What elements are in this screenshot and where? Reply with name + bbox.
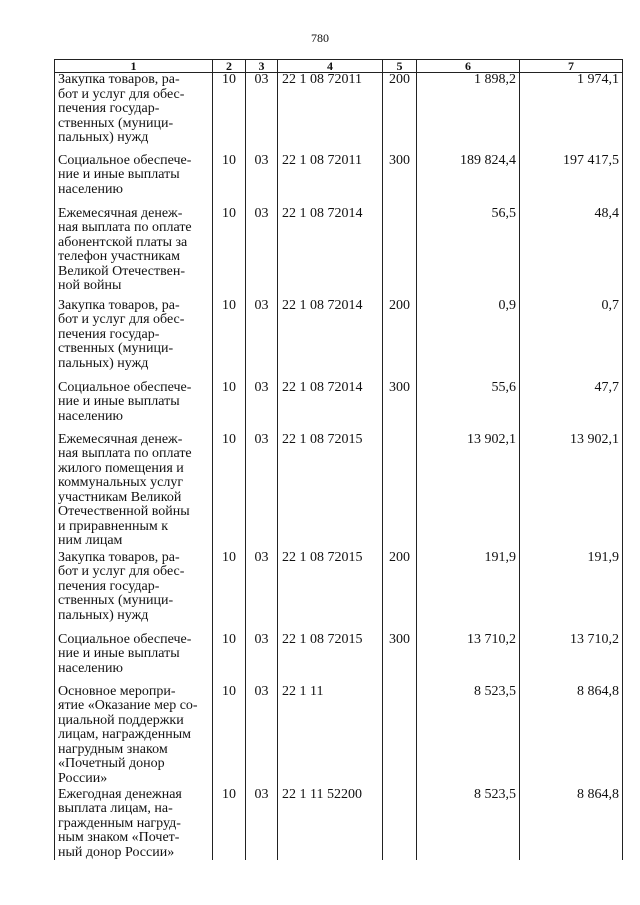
row-name-cell: [55, 381, 213, 433]
row-section-cell: [213, 433, 246, 551]
row-target-article-cell: [278, 154, 383, 207]
row-section-text: 10: [222, 786, 236, 802]
row-name-cell: [55, 788, 213, 861]
table-row: [55, 633, 623, 685]
row-amount-year2-cell: [520, 633, 623, 685]
budget-table: [54, 59, 623, 860]
row-name-text: Ежегодная денежная выплата лицам, на- гражденным нагруд- ным знаком «Почет- ный донор России»: [58, 786, 182, 860]
row-section-text: 10: [222, 631, 236, 647]
row-amount-year1-cell: [417, 551, 520, 633]
column-header: 6: [417, 60, 520, 73]
row-amount-year1-text: 13 710,2: [467, 631, 516, 647]
row-expense-type-cell: [383, 433, 417, 551]
row-target-article-text: 22 1 08 72011: [282, 72, 362, 87]
row-section-cell: [213, 633, 246, 685]
row-subsection-cell: [246, 685, 278, 788]
row-target-article-text: 22 1 08 72014: [282, 205, 363, 221]
row-name-cell: [55, 633, 213, 685]
row-subsection-cell: [246, 381, 278, 433]
column-header: 3: [246, 60, 278, 73]
row-target-article-text: 22 1 08 72015: [282, 431, 363, 447]
row-target-article-text: 22 1 11: [282, 683, 324, 699]
row-amount-year1-cell: [417, 633, 520, 685]
row-subsection-text: 03: [254, 683, 269, 699]
row-section-cell: [213, 788, 246, 861]
row-amount-year2-cell: [520, 788, 623, 861]
row-amount-year2-text: 191,9: [587, 549, 619, 565]
table-header-row: [55, 60, 623, 73]
row-amount-year1-cell: [417, 73, 520, 154]
row-section-cell: [213, 299, 246, 381]
row-section-cell: [213, 551, 246, 633]
row-target-article-text: 22 1 11 52200: [282, 786, 362, 802]
table-row: [55, 788, 623, 861]
row-section-text: 10: [222, 205, 236, 221]
row-amount-year2-cell: [520, 551, 623, 633]
row-subsection-cell: [246, 154, 278, 207]
row-name-text: Основное меропри- ятие «Оказание мер со- циальной поддержки лицам, награжденным нагрудным знаком «Почетный донор России»: [58, 683, 198, 786]
row-name-cell: [55, 551, 213, 633]
row-subsection-text: 03: [254, 72, 269, 87]
row-expense-type-cell: [383, 788, 417, 861]
table-row: [55, 154, 623, 207]
row-target-article-cell: [278, 207, 383, 299]
row-amount-year2-cell: [520, 685, 623, 788]
row-expense-type-cell: [383, 299, 417, 381]
row-subsection-cell: [246, 788, 278, 861]
column-header: 7: [520, 60, 623, 73]
row-target-article-cell: [278, 299, 383, 381]
row-expense-type-cell: [383, 551, 417, 633]
table-row: [55, 73, 623, 154]
table-row: [55, 207, 623, 299]
row-expense-type-cell: [383, 73, 417, 154]
row-expense-type-cell: [383, 685, 417, 788]
row-amount-year1-cell: [417, 788, 520, 861]
row-expense-type-cell: [383, 633, 417, 685]
row-amount-year1-cell: [417, 154, 520, 207]
row-target-article-cell: [278, 685, 383, 788]
row-target-article-cell: [278, 788, 383, 861]
row-name-text: Закупка товаров, ра- бот и услуг для обес- печения государ- ственных (муници- пальных) нужд: [58, 297, 185, 371]
row-name-cell: [55, 207, 213, 299]
row-subsection-cell: [246, 299, 278, 381]
row-amount-year2-text: 48,4: [594, 205, 619, 221]
row-target-article-text: 22 1 08 72014: [282, 297, 363, 313]
row-section-cell: [213, 207, 246, 299]
table-row: [55, 381, 623, 433]
row-amount-year1-cell: [417, 207, 520, 299]
row-section-text: 10: [222, 549, 236, 565]
row-target-article-cell: [278, 73, 383, 154]
row-expense-type-text: 200: [389, 297, 410, 313]
row-subsection-cell: [246, 433, 278, 551]
row-expense-type-text: 300: [389, 631, 410, 647]
row-name-text: Социальное обеспече- ние и иные выплаты населению: [58, 379, 192, 424]
row-amount-year2-text: 8 864,8: [577, 786, 619, 802]
table-row: [55, 685, 623, 788]
row-target-article-cell: [278, 551, 383, 633]
table-row: [55, 299, 623, 381]
row-amount-year1-cell: [417, 381, 520, 433]
row-subsection-text: 03: [254, 152, 269, 168]
row-expense-type-text: 300: [389, 379, 410, 395]
row-amount-year2-cell: [520, 154, 623, 207]
row-section-cell: [213, 154, 246, 207]
row-section-text: 10: [222, 72, 236, 87]
row-target-article-text: 22 1 08 72014: [282, 379, 363, 395]
row-target-article-cell: [278, 633, 383, 685]
row-target-article-text: 22 1 08 72015: [282, 549, 363, 565]
row-name-cell: [55, 433, 213, 551]
row-name-text: Социальное обеспече- ние и иные выплаты населению: [58, 631, 192, 676]
row-amount-year2-cell: [520, 433, 623, 551]
row-amount-year2-cell: [520, 299, 623, 381]
row-amount-year2-text: 47,7: [594, 379, 619, 395]
row-name-text: Социальное обеспече- ние и иные выплаты населению: [58, 152, 192, 197]
row-subsection-text: 03: [254, 786, 269, 802]
row-amount-year1-text: 191,9: [484, 549, 516, 565]
row-amount-year2-cell: [520, 381, 623, 433]
row-amount-year2-cell: [520, 73, 623, 154]
row-section-cell: [213, 381, 246, 433]
row-expense-type-cell: [383, 381, 417, 433]
row-amount-year2-cell: [520, 207, 623, 299]
row-expense-type-cell: [383, 207, 417, 299]
row-amount-year2-text: 8 864,8: [577, 683, 619, 699]
row-name-text: Ежемесячная денеж- ная выплата по оплате абонентской платы за телефон участникам Великой Отечествен- ной войны: [58, 205, 192, 293]
column-header: 4: [278, 60, 383, 73]
table-row: [55, 551, 623, 633]
row-name-text: Закупка товаров, ра- бот и услуг для обес- печения государ- ственных (муници- пальных) нужд: [58, 549, 185, 623]
row-section-text: 10: [222, 297, 236, 313]
row-name-cell: [55, 154, 213, 207]
row-amount-year1-text: 8 523,5: [474, 683, 516, 699]
row-target-article-text: 22 1 08 72011: [282, 152, 362, 168]
row-name-text: Ежемесячная денеж- ная выплата по оплате жилого помещения и коммунальных услуг участникам Великой Отечественной войны и приравненным к ним лицам: [58, 431, 192, 548]
table-row: [55, 433, 623, 551]
row-amount-year2-text: 13 710,2: [570, 631, 619, 647]
row-amount-year1-text: 56,5: [491, 205, 516, 221]
row-subsection-text: 03: [254, 379, 269, 395]
row-amount-year1-text: 8 523,5: [474, 786, 516, 802]
row-amount-year1-cell: [417, 299, 520, 381]
row-name-cell: [55, 685, 213, 788]
row-amount-year2-text: 197 417,5: [563, 152, 619, 168]
row-section-text: 10: [222, 152, 236, 168]
row-amount-year1-cell: [417, 433, 520, 551]
row-section-text: 10: [222, 683, 236, 699]
row-target-article-cell: [278, 433, 383, 551]
row-amount-year1-text: 0,9: [498, 297, 516, 313]
row-amount-year2-text: 13 902,1: [570, 431, 619, 447]
row-subsection-text: 03: [254, 431, 269, 447]
row-subsection-cell: [246, 633, 278, 685]
row-amount-year1-text: 1 898,2: [474, 72, 516, 87]
column-header: 5: [383, 60, 417, 73]
row-subsection-text: 03: [254, 549, 269, 565]
column-header: 2: [213, 60, 246, 73]
row-expense-type-text: 200: [389, 72, 410, 87]
row-amount-year2-text: 1 974,1: [577, 72, 619, 87]
row-amount-year1-cell: [417, 685, 520, 788]
row-expense-type-text: 200: [389, 549, 410, 565]
row-target-article-cell: [278, 381, 383, 433]
row-section-cell: [213, 685, 246, 788]
row-section-cell: [213, 73, 246, 154]
row-section-text: 10: [222, 379, 236, 395]
row-expense-type-text: 300: [389, 152, 410, 168]
row-amount-year1-text: 55,6: [491, 379, 516, 395]
row-section-text: 10: [222, 431, 236, 447]
row-amount-year2-text: 0,7: [601, 297, 619, 313]
row-name-cell: [55, 73, 213, 154]
row-name-cell: [55, 299, 213, 381]
row-subsection-text: 03: [254, 205, 269, 221]
row-subsection-text: 03: [254, 631, 269, 647]
row-subsection-cell: [246, 551, 278, 633]
page-number: 780: [311, 31, 329, 45]
row-name-text: Закупка товаров, ра- бот и услуг для обес- печения государ- ственных (муници- пальных) нужд: [58, 72, 185, 145]
row-subsection-cell: [246, 73, 278, 154]
row-amount-year1-text: 189 824,4: [460, 152, 516, 168]
column-header: 1: [55, 60, 213, 73]
row-amount-year1-text: 13 902,1: [467, 431, 516, 447]
row-expense-type-cell: [383, 154, 417, 207]
row-subsection-cell: [246, 207, 278, 299]
row-target-article-text: 22 1 08 72015: [282, 631, 363, 647]
row-subsection-text: 03: [254, 297, 269, 313]
